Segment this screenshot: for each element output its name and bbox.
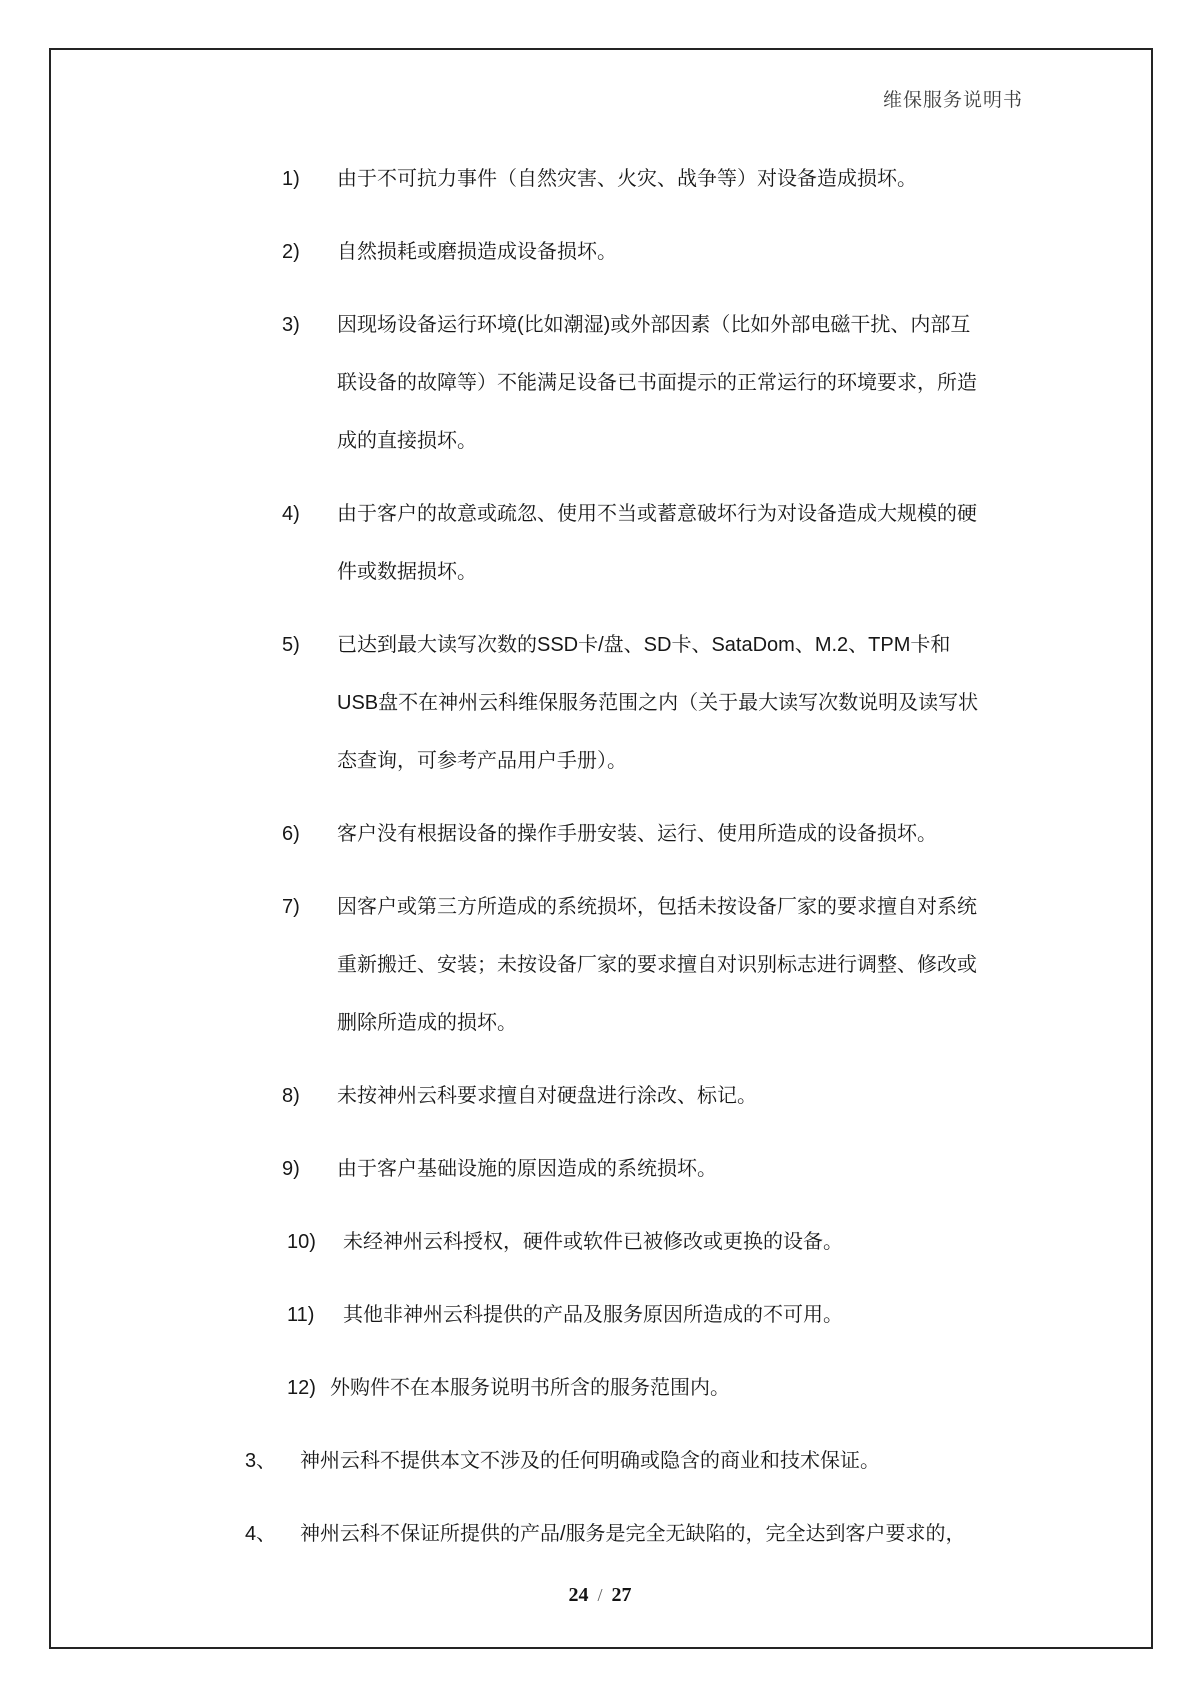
list-item	[0, 150, 1200, 208]
list-item-number: 3、	[245, 1450, 277, 1472]
list-item	[0, 1140, 1200, 1198]
page-number-current: 24	[568, 1584, 589, 1606]
list-item-number: 4)	[282, 503, 300, 525]
list-item-number: 3)	[282, 314, 300, 336]
list-item	[0, 1359, 1200, 1417]
page-header-title: 维保服务说明书	[882, 90, 1023, 111]
list-item-number: 5)	[282, 634, 300, 656]
list-item-number: 12)	[287, 1377, 316, 1399]
list-item-number: 9)	[282, 1158, 300, 1180]
document-body	[0, 150, 1200, 1578]
list-item-text: 因现场设备运行环境(比如潮湿)或外部因素（比如外部电磁干扰、内部互 联设备的故障等）不能满足设备已书面提示的正常运行的环境要求，所造 成的直接损坏。	[337, 314, 977, 452]
list-item-text: 自然损耗或磨损造成设备损坏。	[337, 241, 617, 263]
list-item-text: 未按神州云科要求擅自对硬盘进行涂改、标记。	[337, 1085, 757, 1107]
list-item-number: 6)	[282, 823, 300, 845]
list-item-text: 神州云科不提供本文不涉及的任何明确或隐含的商业和技术保证。	[300, 1450, 880, 1472]
list-item-text: 已达到最大读写次数的SSD卡/盘、SD卡、SataDom、M.2、TPM卡和 USB盘不在神州云科维保服务范围之内（关于最大读写次数说明及读写状 态查询，可参考产品用户手册）。	[337, 634, 979, 772]
list-item	[0, 878, 1200, 1052]
list-item-text: 由于不可抗力事件（自然灾害、火灾、战争等）对设备造成损坏。	[337, 168, 917, 190]
list-item-text: 神州云科不保证所提供的产品/服务是完全无缺陷的，完全达到客户要求的，	[300, 1523, 966, 1545]
list-item	[0, 1286, 1200, 1344]
list-item-text: 未经神州云科授权，硬件或软件已被修改或更换的设备。	[343, 1231, 843, 1253]
list-item-text: 由于客户的故意或疏忽、使用不当或蓄意破坏行为对设备造成大规模的硬 件或数据损坏。	[337, 503, 977, 583]
list-item	[0, 1067, 1200, 1125]
list-item-text: 由于客户基础设施的原因造成的系统损坏。	[337, 1158, 717, 1180]
list-item-text: 外购件不在本服务说明书所含的服务范围内。	[330, 1377, 730, 1399]
list-item-number: 2)	[282, 241, 300, 263]
list-item	[0, 296, 1200, 470]
list-item-number: 7)	[282, 896, 300, 918]
page-number-total: 27	[611, 1584, 632, 1606]
list-item	[0, 616, 1200, 790]
list-item-number: 1)	[282, 168, 300, 190]
page-number-separator: /	[597, 1585, 603, 1605]
list-item-number: 11)	[287, 1304, 315, 1326]
list-item	[0, 1505, 1200, 1563]
list-item	[0, 1213, 1200, 1271]
list-item	[0, 805, 1200, 863]
list-item-number: 4、	[245, 1523, 277, 1545]
list-item-number: 10)	[287, 1231, 316, 1253]
page-footer	[0, 1582, 1200, 1608]
list-item	[0, 223, 1200, 281]
list-item-number: 8)	[282, 1085, 300, 1107]
list-item	[0, 485, 1200, 601]
list-item-text: 因客户或第三方所造成的系统损坏，包括未按设备厂家的要求擅自对系统 重新搬迁、安装；未按设备厂家的要求擅自对识别标志进行调整、修改或 删除所造成的损坏。	[337, 896, 977, 1034]
list-item-text: 其他非神州云科提供的产品及服务原因所造成的不可用。	[343, 1304, 843, 1326]
list-item-text: 客户没有根据设备的操作手册安装、运行、使用所造成的设备损坏。	[337, 823, 937, 845]
list-item	[0, 1432, 1200, 1490]
